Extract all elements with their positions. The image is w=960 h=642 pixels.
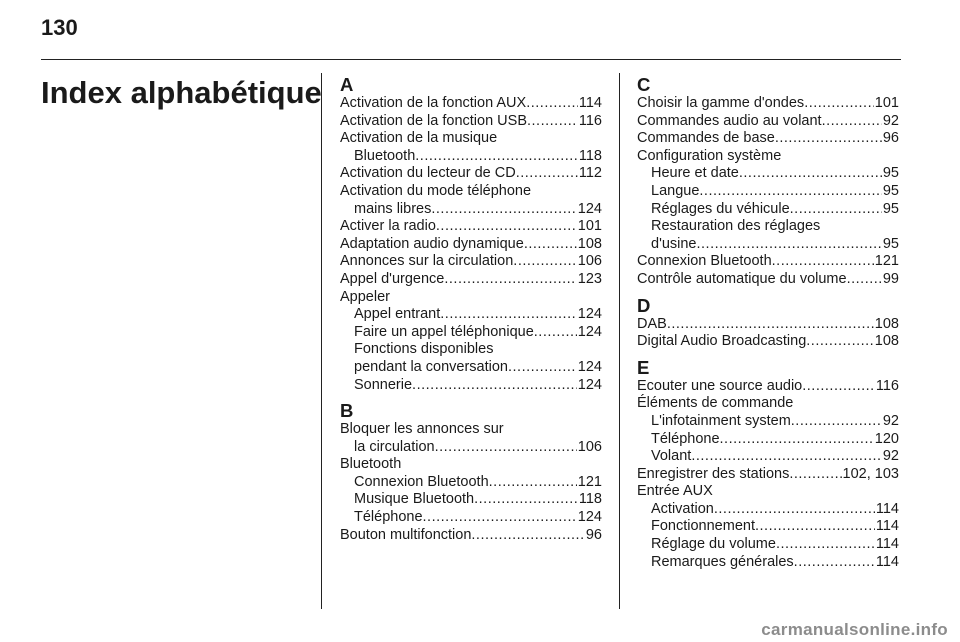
entry-page: 102, 103: [842, 465, 899, 482]
index-entry: [637, 518, 899, 536]
entry-text: Connexion Bluetooth: [637, 253, 772, 270]
index-entry: [637, 165, 899, 183]
entry-text: Faire un appel téléphonique: [354, 323, 534, 340]
entry-page: 108: [874, 315, 899, 332]
entry-page: 114: [875, 536, 899, 553]
dot-leader: [720, 431, 874, 449]
dot-leader: [822, 113, 882, 131]
index-entry: [340, 113, 602, 131]
dot-leader: [513, 253, 577, 271]
page-title: Index alphabétique: [41, 75, 322, 110]
index-entry: [340, 474, 602, 492]
dot-leader: [440, 306, 577, 324]
dot-leader: [415, 148, 578, 166]
dot-leader: [776, 536, 875, 554]
index-entry: [340, 165, 602, 183]
entry-page: 101: [577, 218, 602, 235]
entry-text: Digital Audio Broadcasting: [637, 333, 807, 350]
index-entry: [637, 113, 899, 131]
index-heading: Éléments de commande: [637, 395, 794, 412]
entry-page: 108: [577, 235, 602, 252]
index-entry: [340, 148, 602, 166]
index-letter: E: [637, 356, 650, 378]
dot-leader: [699, 183, 881, 201]
entry-text: Activer la radio: [340, 218, 436, 235]
index-entry: [340, 439, 602, 457]
entry-text: Appel entrant: [354, 306, 441, 323]
index-heading: Entrée AUX: [637, 483, 713, 500]
dot-leader: [739, 165, 882, 183]
dot-leader: [806, 333, 874, 351]
index-entry: [637, 236, 899, 254]
entry-page: 106: [577, 253, 602, 270]
page-number: 130: [41, 15, 78, 40]
entry-text: la circulation: [354, 438, 435, 455]
dot-leader: [436, 218, 577, 236]
index-heading: Restauration des réglages: [651, 218, 821, 235]
index-entry: [637, 333, 899, 351]
entry-text: mains libres: [354, 200, 432, 217]
dot-leader: [444, 271, 576, 289]
dot-leader: [755, 518, 875, 536]
entry-page: 124: [577, 200, 602, 217]
dot-leader: [435, 439, 577, 457]
entry-page: 96: [882, 130, 899, 147]
dot-leader: [714, 501, 875, 519]
index-entry: [637, 466, 899, 484]
index-heading: Activation du mode téléphone: [340, 182, 532, 199]
index-letter: D: [637, 294, 651, 316]
index-entry: [340, 491, 602, 509]
entry-text: L'infotainment system: [651, 412, 791, 429]
entry-page: 106: [577, 438, 602, 455]
entry-page: 95: [882, 165, 899, 182]
entry-page: 114: [578, 95, 602, 111]
watermark: carmanualsonline.info: [761, 620, 948, 639]
entry-text: Appel d'urgence: [340, 270, 445, 287]
index-heading: Fonctions disponibles: [354, 341, 494, 358]
entry-page: 124: [577, 376, 602, 393]
index-entry: [637, 201, 899, 219]
index-entry: [637, 554, 899, 572]
index-entry: [340, 253, 602, 271]
entry-text: Musique Bluetooth: [354, 491, 475, 508]
entry-text: Téléphone: [651, 430, 720, 447]
dot-leader: [412, 377, 577, 395]
dot-leader: [516, 165, 578, 183]
index-entry: [637, 130, 899, 148]
entry-page: 92: [882, 412, 899, 429]
dot-leader: [802, 378, 875, 396]
dot-leader: [431, 201, 576, 219]
entry-text: Bluetooth: [354, 147, 416, 164]
entry-page: 108: [874, 333, 899, 350]
entry-page: 114: [875, 518, 899, 535]
entry-text: Fonctionnement: [651, 518, 755, 535]
dot-leader: [775, 130, 882, 148]
entry-page: 99: [882, 270, 899, 287]
entry-page: 96: [585, 526, 602, 543]
index-entry: [340, 324, 602, 342]
index-group: [340, 401, 602, 544]
entry-page: 101: [874, 95, 899, 111]
index-group: [637, 75, 899, 289]
entry-page: 112: [578, 165, 602, 182]
entry-text: Langue: [651, 182, 700, 199]
index-heading: Configuration système: [637, 147, 782, 164]
entry-text: Volant: [651, 448, 692, 465]
dot-leader: [697, 236, 882, 254]
entry-text: Activation: [651, 500, 714, 517]
dot-leader: [474, 491, 578, 509]
dot-leader: [804, 95, 874, 113]
entry-page: 116: [875, 377, 899, 394]
index-entry: [637, 95, 899, 113]
dot-leader: [667, 316, 874, 334]
entry-page: 121: [874, 253, 899, 270]
index-entry: [637, 316, 899, 334]
index-entry: [637, 378, 899, 396]
dot-leader: [508, 359, 577, 377]
index-entry: [340, 527, 602, 545]
entry-page: 116: [578, 112, 602, 129]
entry-page: 118: [578, 491, 602, 508]
index-entry: [637, 271, 899, 289]
entry-page: 95: [882, 200, 899, 217]
index-column-2: [637, 75, 899, 571]
column-divider-left: [321, 73, 322, 609]
entry-page: 120: [874, 430, 899, 447]
entry-page: 118: [578, 147, 602, 164]
entry-text: Activation de la fonction AUX: [340, 95, 527, 111]
entry-page: 121: [577, 473, 602, 490]
index-entry: [340, 306, 602, 324]
entry-text: Activation de la fonction USB: [340, 112, 527, 129]
entry-text: Adaptation audio dynamique: [340, 235, 524, 252]
entry-page: 124: [577, 323, 602, 340]
entry-text: Sonnerie: [354, 376, 413, 393]
index-entry: [340, 95, 602, 113]
index-letter: C: [637, 74, 651, 95]
entry-text: Annonces sur la circulation: [340, 253, 514, 270]
index-entry: [637, 183, 899, 201]
index-entry: [340, 201, 602, 219]
index-entry: [637, 501, 899, 519]
dot-leader: [471, 527, 584, 545]
entry-text: Réglages du véhicule: [651, 200, 790, 217]
entry-text: Contrôle automatique du volume: [637, 270, 847, 287]
dot-leader: [772, 253, 874, 271]
entry-page: 92: [882, 448, 899, 465]
entry-text: Téléphone: [354, 509, 423, 526]
entry-page: 92: [882, 112, 899, 129]
index-group: [637, 296, 899, 351]
entry-text: Commandes audio au volant: [637, 112, 822, 129]
index-heading: Bloquer les annonces sur: [340, 421, 504, 438]
entry-page: 114: [875, 553, 899, 570]
dot-leader: [526, 95, 578, 113]
entry-text: Ecouter une source audio: [637, 377, 803, 394]
entry-page: 95: [882, 235, 899, 252]
dot-leader: [789, 466, 841, 484]
index-group: [637, 358, 899, 572]
index-entry: [340, 236, 602, 254]
dot-leader: [691, 448, 882, 466]
dot-leader: [524, 236, 577, 254]
index-entry: [637, 253, 899, 271]
column-divider-right: [619, 73, 620, 609]
index-entry: [340, 377, 602, 395]
entry-page: 114: [875, 500, 899, 517]
index-heading: Bluetooth: [340, 456, 402, 473]
entry-text: Activation du lecteur de CD: [340, 165, 516, 182]
dot-leader: [847, 271, 882, 289]
index-entry: [637, 413, 899, 431]
dot-leader: [489, 474, 577, 492]
entry-text: Bouton multifonction: [340, 526, 472, 543]
entry-page: 124: [577, 509, 602, 526]
index-entry: [340, 509, 602, 527]
index-letter: A: [340, 74, 354, 95]
index-letter: B: [340, 400, 354, 422]
entry-page: 124: [577, 306, 602, 323]
header-rule: [41, 59, 901, 60]
entry-text: DAB: [637, 315, 667, 332]
entry-text: Choisir la gamme d'ondes: [637, 95, 805, 111]
dot-leader: [794, 554, 875, 572]
index-entry: [637, 536, 899, 554]
entry-page: 95: [882, 182, 899, 199]
entry-text: Connexion Bluetooth: [354, 473, 489, 490]
index-entry: [637, 431, 899, 449]
entry-text: Heure et date: [651, 165, 739, 182]
dot-leader: [791, 413, 882, 431]
index-entry: [637, 448, 899, 466]
index-column-1: [340, 75, 602, 544]
dot-leader: [423, 509, 577, 527]
index-heading: Appeler: [340, 288, 390, 305]
entry-text: d'usine: [651, 235, 697, 252]
index-entry: [340, 271, 602, 289]
entry-page: 123: [577, 270, 602, 287]
index-heading: Activation de la musique: [340, 130, 498, 147]
entry-text: pendant la conversation: [354, 358, 508, 375]
entry-page: 124: [577, 358, 602, 375]
dot-leader: [790, 201, 882, 219]
index-entry: [340, 359, 602, 377]
entry-text: Enregistrer des stations: [637, 465, 790, 482]
dot-leader: [534, 324, 577, 342]
index-entry: [340, 218, 602, 236]
dot-leader: [527, 113, 578, 131]
index-group: [340, 75, 602, 394]
entry-text: Remarques générales: [651, 553, 794, 570]
entry-text: Réglage du volume: [651, 536, 776, 553]
entry-text: Commandes de base: [637, 130, 775, 147]
